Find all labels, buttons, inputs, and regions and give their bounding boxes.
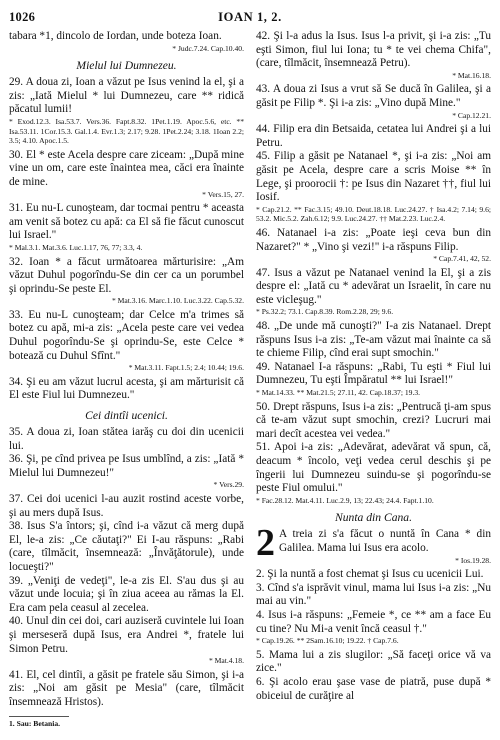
verse: 6. Şi acolo erau şase vase de piatră, puse după * obiceiul de curăţire al (256, 675, 491, 702)
verse: 37. Cei doi ucenici l-au auzit rostind aceste vorbe, şi au mers după Isus. (9, 493, 244, 519)
footnote: 1. Sau: Betania. (9, 718, 61, 726)
right-column (256, 30, 491, 726)
verse: 30. El * este Acela despre care ziceam: „După mine vine un om, care este înaintea mea, căci era înainte de mine. (9, 148, 244, 188)
cross-reference: * Mat.16.18. (452, 70, 491, 80)
cross-reference: * Mat.14.33. ** Mat.21.5; 27.11, 42. Cap.18.37; 19.3. (256, 388, 421, 398)
verse: 32. Ioan * a făcut următoarea mărturisire: „Am văzut Duhul pogorîndu-Se din cer ca un porumbel şi oprindu-Se peste El. (9, 255, 244, 295)
cross-reference: * Cap.12.21. (452, 110, 491, 120)
text-columns (9, 30, 491, 726)
cross-reference: * Ios.19.28. (455, 555, 491, 565)
page-header (9, 10, 491, 30)
verse: 50. Drept răspuns, Isus i-a zis: „Pentrucă ţi-am spus că te-am văzut supt smochin, crezi? Lucruri mai mari decît acestea vei vedea." (256, 400, 491, 440)
verse: 31. Eu nu-L cunoşteam, dar tocmai pentru * aceasta am venit să botez cu apă: ca El să fie făcut cunoscut lui Israel." (9, 202, 244, 242)
section-heading: Cei dintîi ucenici. (85, 409, 168, 423)
verse: 47. Isus a văzut pe Natanael venind la El, şi a zis despre el: „Iată cu * adevărat un Israelit, în care nu este vicleşug." (256, 266, 491, 306)
verse: 51. Apoi i-a zis: „Adevărat, adevărat vă spun, că, deacum * încolo, veţi vedea cerul deschis şi pe îngerii lui Dumnezeu suindu-se şi pogorîndu-se peste Fiul omului." (256, 441, 491, 495)
cross-reference: * Mal.3.1. Mat.3.6. Luc.1.17, 76, 77; 3.3, 4. (9, 242, 143, 252)
cross-reference: * Mat.4.18. (208, 656, 244, 666)
chapter-number: 2 (256, 522, 275, 565)
cross-reference: * Exod.12.3. Isa.53.7. Vers.36. Fapt.8.32. 1Pet.1.19. Apoc.5.6, etc. ** Isa.53.11. 1Cor.15.3. Gal.1.4. Evr.1.3; 2.17; 9.28. 1Pet.2.24; 3.18. 1Ioan 2.2; 3.5; 4.10. Apoc.1.5. (9, 116, 244, 146)
verse: 34. Şi eu am văzut lucrul acesta, şi am mărturisit că El este Fiul lui Dumnezeu." (9, 375, 244, 402)
verse: 3. Cînd s'a isprăvit vinul, mama lui Isus i-a zis: „Nu mai au vin." (256, 581, 491, 608)
verse: 46. Natanael i-a zis: „Poate ieşi ceva bun din Nazaret?" * „Vino şi vezi!" i-a răspuns Filip. (256, 226, 491, 253)
cross-reference: * Vers.29. (213, 480, 244, 490)
verse-text: A treia zi s'a făcut o nuntă în Cana * din Galilea. Mama lui Isus era acolo. (279, 528, 491, 554)
cross-reference: * Mat.3.16. Marc.1.10. Luc.3.22. Cap.5.32. (111, 296, 244, 306)
verse: 49. Natanael I-a răspuns: „Rabi, Tu eşti * Fiul lui Dumnezeu, Tu eşti Împăratul ** lui Israel!" (256, 360, 491, 387)
cross-reference: * Cap.7.41, 42, 52. (433, 254, 491, 264)
cross-reference: * Judc.7.24. Cap.10.40. (172, 43, 244, 53)
verse: 2. Şi la nuntă a fost chemat şi Isus cu ucenicii Lui. (256, 568, 484, 581)
verse: 38. Isus S'a întors; şi, cînd i-a văzut că merg după El, le-a zis: „Ce căutaţi?" Ei I-au răspuns: „Rabi (care, tîlmăcit, însemnează: „Învăţătorule), unde locueşti?" (9, 520, 244, 573)
verse: 39. „Veniţi de vedeţi", le-a zis El. S'au dus şi au văzut unde locuia; şi în ziua aceea au rămas la El. Era cam pela ceasul al zecelea. (9, 574, 244, 614)
verse: 43. A doua zi Isus a vrut să Se ducă în Galilea, şi a găsit pe Filip *. Şi i-a zis: „Vino după Mine." (256, 83, 491, 109)
verse: 4. Isus i-a răspuns: „Femeie *, ce ** am a face Eu cu tine? Nu Mi-a venit încă ceasul †." (256, 608, 491, 635)
page-number: 1026 (9, 10, 36, 24)
verse: 35. A doua zi, Ioan stătea iarăş cu doi din ucenicii lui. (9, 426, 244, 452)
section-heading: Nunta din Cana. (335, 511, 412, 525)
verse: 48. „De unde mă cunoşti?" I-a zis Natanael. Drept răspuns Isus i-a zis: „Te-am văzut mai înainte ca să te chieme Filip, cînd erai supt smochin." (256, 320, 491, 360)
verse: 44. Filip era din Betsaida, cetatea lui Andrei şi a lui Petru. (256, 123, 491, 149)
verse: 33. Eu nu-L cunoşteam; dar Celce m'a trimes să botez cu apă, mi-a zis: „Acela peste care vei vedea Duhul pogorîndu-Se şi oprindu-Se, este Celce * botează cu Duhul Sfînt." (9, 308, 244, 362)
verse: 42. Şi l-a adus la Isus. Isus l-a privit, şi i-a zis: „Tu eşti Simon, fiul lui Iona; tu * te vei chema Chifa", (care, tîlmăcit, însemnează Petru). (256, 30, 491, 70)
cross-reference: * Cap.19.26. ** 2Sam.16.10; 19.22. † Cap.7.6. (256, 636, 399, 646)
footnote-rule (9, 716, 69, 717)
cross-reference: * Ps.32.2; 73.1. Cap.8.39. Rom.2.28, 29; 9.6. (256, 307, 394, 317)
verse: 5. Mama lui a zis slugilor: „Să faceţi orice vă va zice." (256, 648, 491, 675)
section-heading: Mielul lui Dumnezeu. (76, 59, 177, 73)
verse: 40. Unul din cei doi, cari auziseră cuvintele lui Ioan şi merseseră după Isus, era Andrei *, fratele lui Simon Petru. (9, 615, 244, 655)
cross-reference: * Fac.28.12. Mat.4.11. Luc.2.9, 13; 22.43; 24.4. Fapt.1.10. (256, 495, 434, 505)
verse: tabara *1, dincolo de Iordan, unde boteza Ioan. (9, 30, 222, 42)
verse: 36. Şi, pe cînd privea pe Isus umblînd, a zis: „Iată * Mielul lui Dumnezeu!" (9, 453, 244, 479)
cross-reference: * Cap.21.2. ** Fac.3.15; 49.10. Deut.18.18. Luc.24.27. † Isa.4.2; 7.14; 9.6; 53.2. Mic.5.2. Zah.6.12; 9.9. Luc.24.27. †† Mat.2.23. Luc.2.4. (256, 204, 491, 224)
verse: 29. A doua zi, Ioan a văzut pe Isus venind la el, şi a zis: „Iată Mielul * lui Dumnezeu, care ** ridică păcatul lumii! (9, 76, 244, 116)
running-title: IOAN 1, 2. (218, 10, 282, 24)
left-column (9, 30, 244, 726)
verse: 45. Filip a găsit pe Natanael *, şi i-a zis: „Noi am găsit pe Acela, despre care a scris Moise ** în Lege, şi proorocii †: pe Isus din Nazaret ††, fiul lui Iosif. (256, 150, 491, 204)
verse: 41. El, cel dintîi, a găsit pe fratele său Simon, şi i-a zis: „Noi am găsit pe Mesia" (care, tîlmăcit însemnează Hristos). (9, 668, 244, 708)
cross-reference: * Mat.3.11. Fapt.1.5; 2.4; 10.44; 19.6. (128, 363, 244, 373)
cross-reference: * Vers.15, 27. (202, 189, 244, 199)
